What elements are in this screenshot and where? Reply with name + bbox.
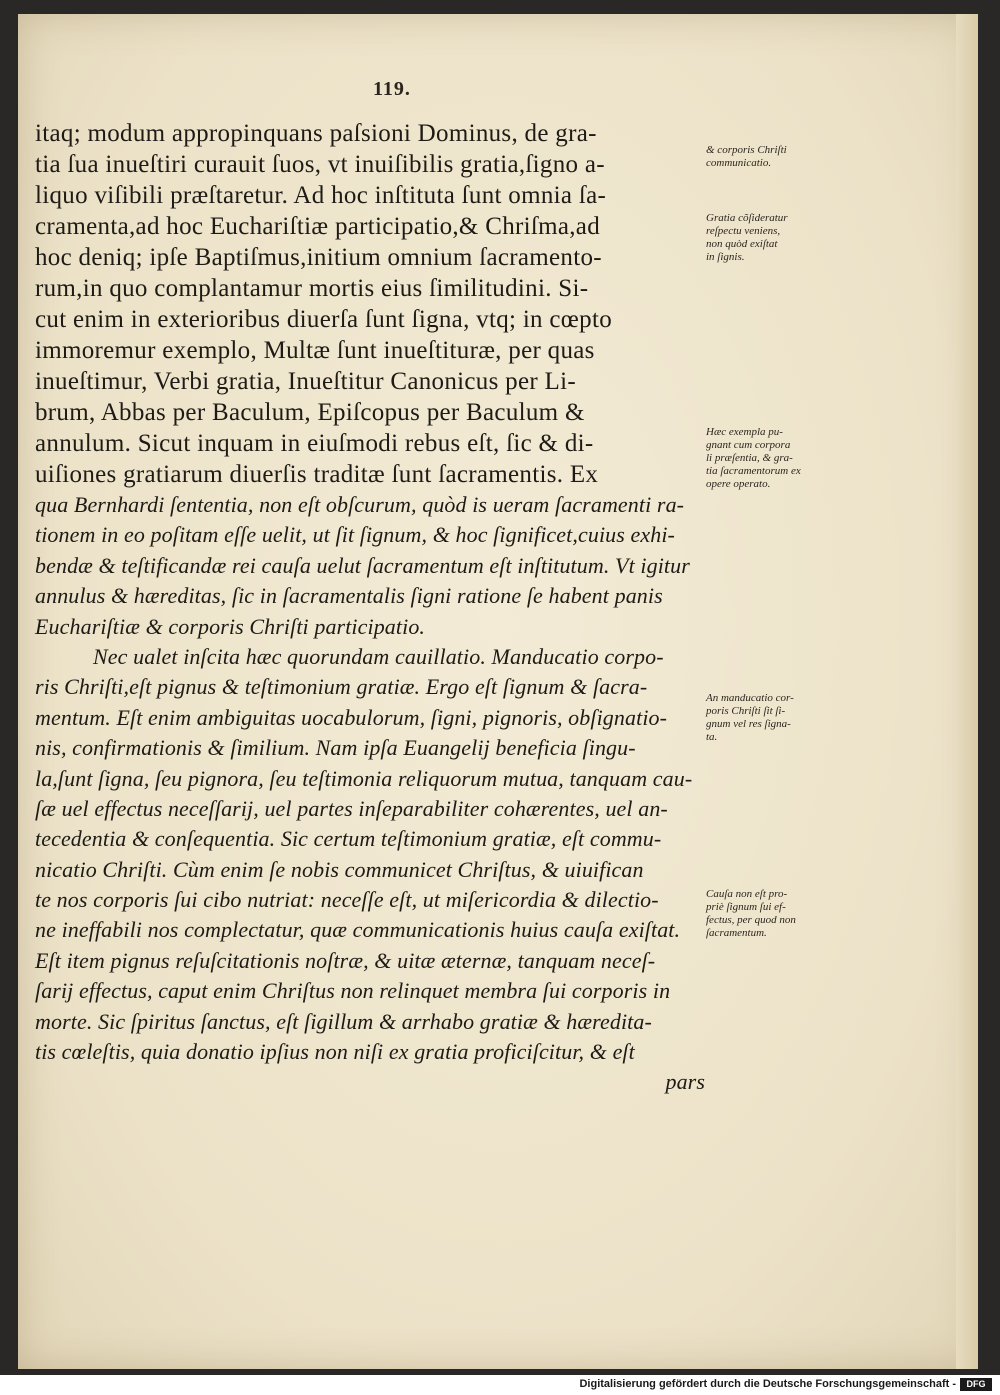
marginal-line: & corporis Chriſti xyxy=(706,144,787,156)
text-line: nicatio Chriſti. Cùm enim ſe nobis communicet Chriſtus, & uiuifican xyxy=(35,856,644,882)
text-line: Eſt item pignus reſuſcitationis noſtræ, & uitæ æternæ, tanquam neceſ- xyxy=(35,947,656,973)
marginal-line: priè ſignum ſui ef- xyxy=(706,901,786,913)
text-line: tia ſua inueſtiri curauit ſuos, vt inuiſibilis gratia,ſigno a- xyxy=(35,151,605,178)
marginal-line: gnum vel res ſigna- xyxy=(706,718,791,730)
footer-bar xyxy=(0,1375,1000,1395)
page-number: 119. xyxy=(373,78,411,100)
marginal-line: Hæc exempla pu- xyxy=(706,426,783,438)
marginal-line: opere operato. xyxy=(706,478,771,490)
catchword: pars xyxy=(665,1069,705,1095)
text-line: rum,in quo complantamur mortis eius ſimilitudini. Si- xyxy=(35,275,589,302)
marginal-line: Gratia cõſideratur xyxy=(706,212,788,224)
page-edge xyxy=(956,14,978,1369)
text-line: ſarij effectus, caput enim Chriſtus non relinquet membra ſui corporis in xyxy=(35,978,671,1004)
text-line: bendæ & teſtificandæ rei cauſa uelut ſacramentum eſt inſtitutum. Vt igitur xyxy=(35,552,690,578)
text-line: annulus & hæreditas, ſic in ſacramentalis ſigni ratione ſe habent panis xyxy=(35,583,663,609)
text-line: Euchariſtiæ & corporis Chriſti participatio. xyxy=(35,613,426,639)
marginal-line: fectus, per quod non xyxy=(706,914,796,926)
marginal-line: gnant cum corpora xyxy=(706,439,791,451)
italic-paragraph-2 xyxy=(35,642,725,1098)
text-line: uiſiones gratiarum diuerſis traditæ ſunt ſacramentis. Ex xyxy=(35,461,599,488)
text-line: liquo viſibili præſtaretur. Ad hoc inſtituta ſunt omnia ſa- xyxy=(35,182,607,209)
text-line: nis, confirmationis & ſimilium. Nam ipſa Euangelij beneficia ſingu- xyxy=(35,735,636,761)
marginal-line: in ſignis. xyxy=(706,251,745,263)
marginal-line: non quòd exiſtat xyxy=(706,238,778,250)
text-line: ris Chriſti,eſt pignus & teſtimonium gratiæ. Ergo eſt ſignum & ſacra- xyxy=(35,674,648,700)
marginal-line: Cauſa non eſt pro- xyxy=(706,888,788,900)
marginal-line: li præſentia, & gra- xyxy=(706,452,793,464)
marginal-note-5 xyxy=(706,888,874,940)
marginal-note-3 xyxy=(706,426,874,491)
text-line: mentum. Eſt enim ambiguitas uocabulorum, ſigni, pignoris, obſignatio- xyxy=(35,704,668,730)
marginal-line: tia ſacramentorum ex xyxy=(706,465,801,477)
text-line: tionem in eo poſitam eſſe uelit, ut ſit ſignum, & hoc ſignificet,cuius exhi- xyxy=(35,522,675,548)
text-line: cut enim in exterioribus diuerſa ſunt ſigna, vtq; in cœpto xyxy=(35,306,613,333)
marginal-line: ſacramentum. xyxy=(706,927,767,939)
marginal-line: communicatio. xyxy=(706,157,772,169)
text-line: brum, Abbas per Baculum, Epiſcopus per Baculum & xyxy=(35,399,585,426)
text-line: ſæ uel effectus neceſſarij, uel partes inſeparabiliter cohærentes, uel an- xyxy=(35,795,668,821)
roman-paragraph xyxy=(35,118,725,490)
text-line: annulum. Sicut inquam in eiuſmodi rebus eſt, ſic & di- xyxy=(35,430,594,457)
text-line: tecedentia & conſequentia. Sic certum teſtimonium gratiæ, eſt commu- xyxy=(35,826,662,852)
italic-paragraph-1 xyxy=(35,490,725,642)
dfg-logo: DFG xyxy=(960,1378,992,1391)
marginal-line: reſpectu veniens, xyxy=(706,225,781,237)
marginal-note-2 xyxy=(706,212,874,264)
text-line: tis cœleſtis, quia donatio ipſius non niſi ex gratia proficiſcitur, & eſt xyxy=(35,1039,635,1065)
text-line: ne ineffabili nos complectatur, quæ communicationis huius cauſa exiſtat. xyxy=(35,917,681,943)
marginal-line: An manducatio cor- xyxy=(706,692,794,704)
marginal-line: poris Chriſti ſit ſi- xyxy=(706,705,786,717)
text-line: cramenta,ad hoc Euchariſtiæ participatio,& Chriſma,ad xyxy=(35,213,601,240)
text-line: morte. Sic ſpiritus ſanctus, eſt ſigillum & arrhabo gratiæ & hæredita- xyxy=(35,1008,652,1034)
marginal-note-4 xyxy=(706,692,874,744)
text-line: inueſtimur, Verbi gratia, Inueſtitur Canonicus per Li- xyxy=(35,368,576,395)
text-line: Nec ualet inſcita hæc quorundam cauillatio. Manducatio corpo- xyxy=(93,643,664,669)
main-text xyxy=(35,118,725,1098)
text-line: la,ſunt ſigna, ſeu pignora, ſeu teſtimonia reliquorum mutua, tanquam cau- xyxy=(35,765,693,791)
text-line: immoremur exemplo, Multæ ſunt inueſtituræ, per quas xyxy=(35,337,595,364)
marginal-note-1 xyxy=(706,144,874,170)
text-line: qua Bernhardi ſententia, non eſt obſcurum, quòd is ueram ſacramenti ra- xyxy=(35,492,685,517)
digitization-credit: Digitalisierung gefördert durch die Deutsche Forschungsgemeinschaft - xyxy=(579,1378,956,1390)
text-line: hoc deniq; ipſe Baptiſmus,initium omnium ſacramento- xyxy=(35,244,602,271)
marginal-line: ta. xyxy=(706,731,718,743)
text-line: itaq; modum appropinquans paſsioni Dominus, de gra- xyxy=(35,120,597,147)
text-line: te nos corporis ſui cibo nutriat: neceſſe eſt, ut miſericordia & dilectio- xyxy=(35,887,659,913)
